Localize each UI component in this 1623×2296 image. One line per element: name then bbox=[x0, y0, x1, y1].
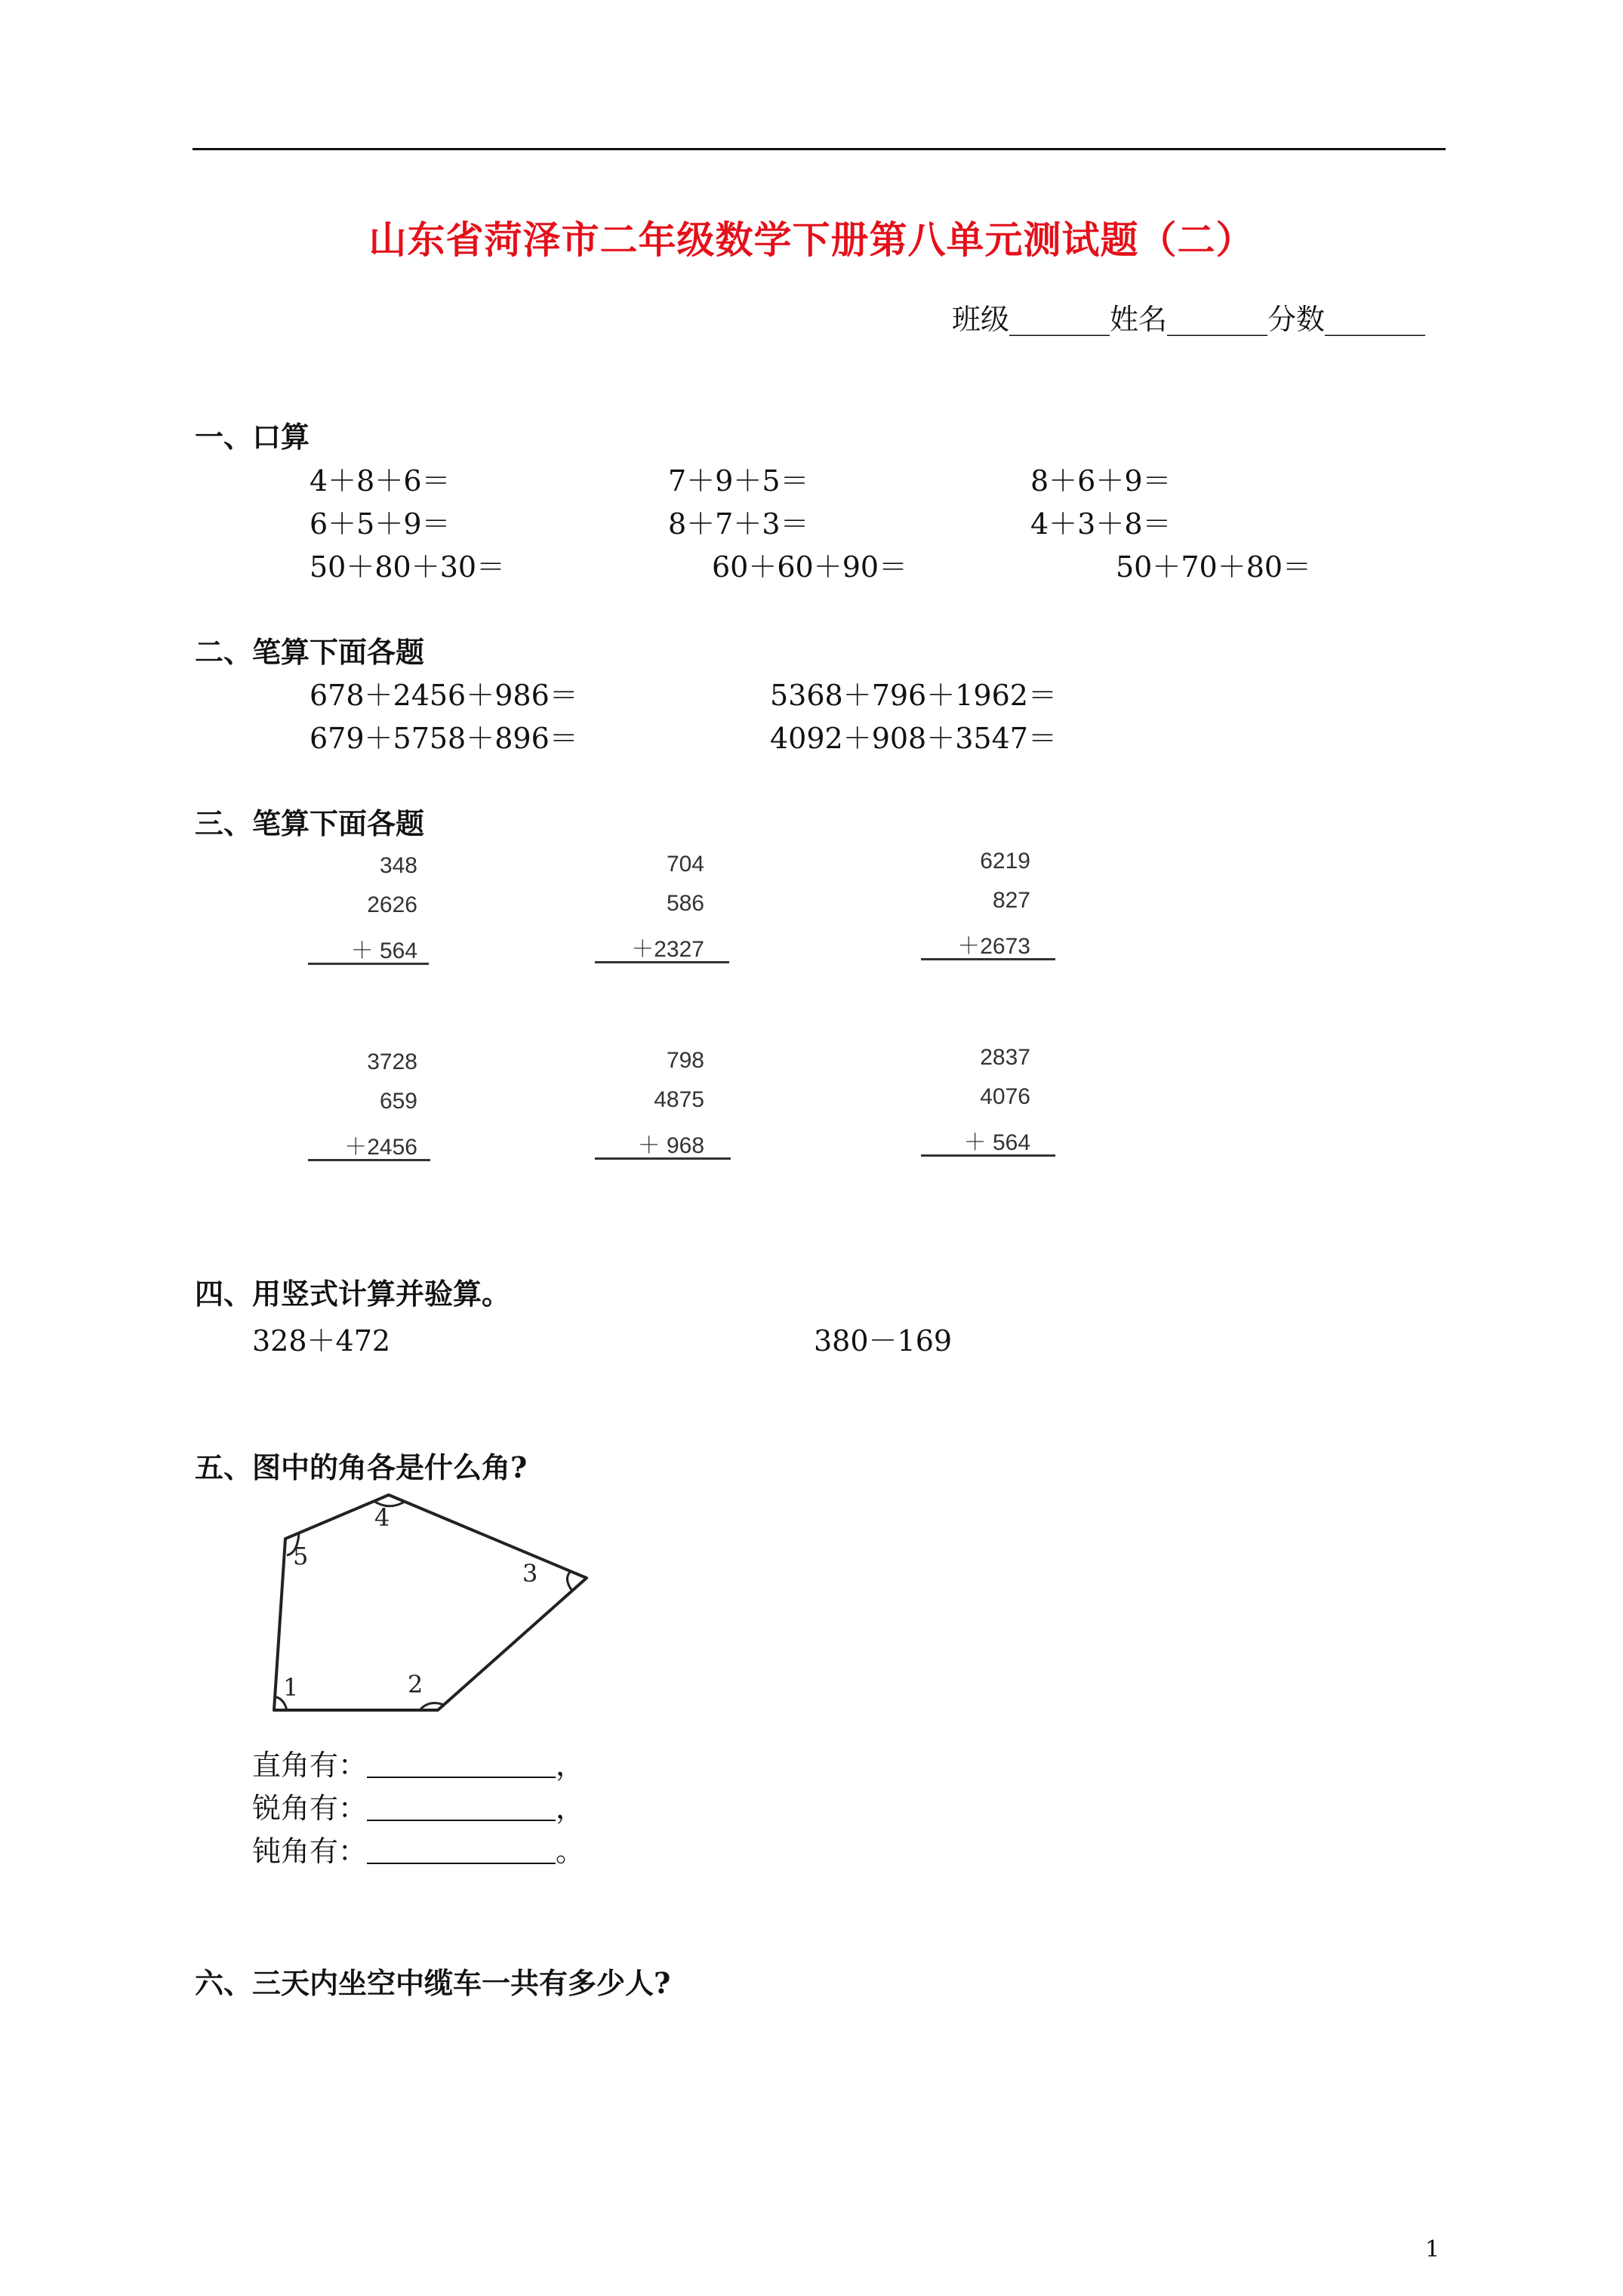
answer-label: 直角有： bbox=[252, 1749, 368, 1782]
sum-line bbox=[921, 958, 1055, 960]
oral-problem: 6＋5＋9＝ bbox=[310, 507, 451, 541]
addend: ＋ 564 bbox=[963, 1130, 1030, 1155]
section6-heading: 六、三天内坐空中缆车一共有多少人? bbox=[195, 1966, 671, 2000]
answer-blank[interactable] bbox=[367, 1797, 556, 1821]
oral-problem: 60＋60＋90＝ bbox=[712, 550, 908, 584]
addend: ＋ 564 bbox=[350, 938, 417, 963]
answer-punct: ， bbox=[556, 1792, 585, 1825]
angle-label: 3 bbox=[522, 1559, 538, 1588]
answer-punct: 。 bbox=[556, 1835, 585, 1868]
addend: 704 bbox=[666, 852, 704, 877]
angle-label: 4 bbox=[374, 1503, 390, 1532]
vertical-addition bbox=[595, 852, 727, 972]
vertical-addition bbox=[595, 1048, 727, 1169]
addend: 4076 bbox=[980, 1084, 1030, 1109]
answer-punct: ， bbox=[556, 1749, 585, 1782]
oral-problem: 4＋8＋6＝ bbox=[310, 464, 451, 498]
angle-label: 2 bbox=[408, 1670, 423, 1699]
addend: 798 bbox=[666, 1048, 704, 1073]
page-title: 山东省菏泽市二年级数学下册第八单元测试题（二） bbox=[368, 217, 1255, 262]
student-info-line: 班级_______姓名_______分数_______ bbox=[951, 303, 1425, 336]
oral-problem: 7＋9＋5＝ bbox=[668, 464, 809, 498]
addend: 3728 bbox=[367, 1049, 417, 1074]
section3-heading: 三、笔算下面各题 bbox=[195, 806, 425, 840]
oral-problem: 4＋3＋8＝ bbox=[1030, 507, 1172, 541]
vertical-addition bbox=[921, 849, 1053, 969]
pentagon-figure bbox=[257, 1484, 611, 1725]
answer-blank[interactable] bbox=[367, 1754, 556, 1778]
vertical-addition bbox=[308, 1049, 440, 1170]
vertical-calc-problem: 380－169 bbox=[814, 1324, 953, 1358]
addend: ＋2327 bbox=[631, 937, 704, 962]
sum-line bbox=[308, 1159, 430, 1161]
addend: ＋2456 bbox=[344, 1135, 417, 1160]
section2-heading: 二、笔算下面各题 bbox=[195, 635, 425, 669]
addend: 2837 bbox=[980, 1045, 1030, 1070]
answer-blank[interactable] bbox=[367, 1840, 556, 1864]
addend: 2626 bbox=[367, 892, 417, 917]
addend: ＋2673 bbox=[957, 934, 1030, 959]
addend: 586 bbox=[666, 891, 704, 916]
sum-line bbox=[308, 963, 429, 965]
answer-label: 锐角有： bbox=[252, 1792, 368, 1825]
written-problem: 678＋2456＋986＝ bbox=[310, 679, 578, 712]
vertical-addition bbox=[308, 853, 440, 974]
section4-heading: 四、用竖式计算并验算。 bbox=[195, 1277, 511, 1311]
sum-line bbox=[595, 1157, 731, 1160]
answer-right-angle bbox=[252, 1742, 584, 1783]
angle-label: 5 bbox=[293, 1542, 309, 1570]
oral-problem: 8＋7＋3＝ bbox=[668, 507, 809, 541]
sum-line bbox=[595, 961, 729, 963]
addend: 6219 bbox=[980, 849, 1030, 874]
written-problem: 4092＋908＋3547＝ bbox=[770, 722, 1057, 755]
page-number: 1 bbox=[1425, 2236, 1440, 2263]
pentagon-outline bbox=[274, 1495, 587, 1710]
answer-acute-angle bbox=[252, 1785, 584, 1826]
answer-label: 钝角有： bbox=[252, 1835, 368, 1868]
vertical-calc-problem: 328＋472 bbox=[252, 1324, 391, 1358]
addend: 827 bbox=[992, 888, 1030, 913]
written-problem: 679＋5758＋896＝ bbox=[310, 722, 578, 755]
header-rule bbox=[192, 148, 1446, 150]
addend: ＋ 968 bbox=[637, 1133, 704, 1158]
addend: 4875 bbox=[654, 1087, 704, 1112]
addend: 659 bbox=[379, 1089, 417, 1114]
oral-problem: 50＋70＋80＝ bbox=[1116, 550, 1312, 584]
addend: 348 bbox=[379, 853, 417, 878]
vertical-addition bbox=[921, 1045, 1053, 1166]
answer-obtuse-angle bbox=[252, 1828, 584, 1869]
sum-line bbox=[921, 1154, 1055, 1157]
oral-problem: 50＋80＋30＝ bbox=[310, 550, 506, 584]
oral-problem: 8＋6＋9＝ bbox=[1030, 464, 1172, 498]
section5-heading: 五、图中的角各是什么角? bbox=[195, 1450, 528, 1484]
angle-3-mark bbox=[567, 1571, 572, 1591]
angle-label: 1 bbox=[283, 1673, 299, 1702]
written-problem: 5368＋796＋1962＝ bbox=[770, 679, 1057, 712]
section1-heading: 一、口算 bbox=[195, 420, 310, 454]
